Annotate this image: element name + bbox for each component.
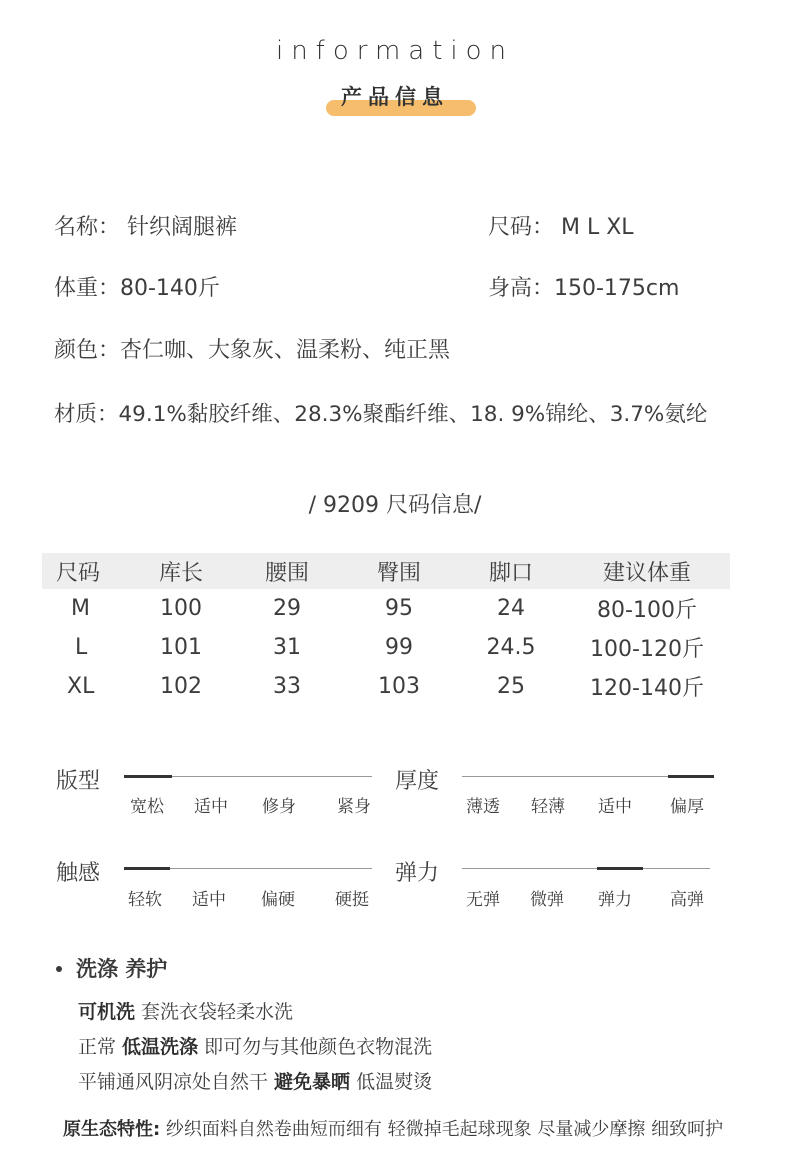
table-cell: 120-140斤 [590,676,704,701]
scale-thickness-label: 薄透 [466,797,500,817]
scale-fit-label: 适中 [194,797,228,817]
table-cell: 95 [385,596,413,621]
scale-touch-label: 轻软 [128,890,162,910]
scale-thickness-label: 轻薄 [531,797,565,817]
scale-thickness-label: 偏厚 [670,797,704,817]
care-text: 正常 [78,1036,123,1058]
table-cell: 99 [385,635,413,660]
scale-elasticity-title: 弹力 [395,861,440,886]
table-cell: 29 [273,596,301,621]
table-row [42,589,730,628]
size-table [42,553,730,706]
scale-elasticity-label: 弹力 [598,890,632,910]
care-line-2 [78,1032,432,1059]
scale-touch-label: 适中 [192,890,226,910]
size-table-header [42,553,730,589]
table-cell: 25 [497,674,525,699]
table-cell: 24.5 [486,635,536,660]
scale-fit-label: 修身 [262,797,296,817]
table-cell: 103 [378,674,420,699]
header-cell: 臀围 [340,553,458,589]
care-emphasis: 避免暴晒 [274,1071,351,1093]
header-cell: 脚口 [458,553,564,589]
care-line-1 [78,997,293,1024]
care-emphasis: 低温洗涤 [122,1036,199,1058]
info-size: 尺码： M L XL [488,215,634,240]
care-title: 洗涤 养护 [76,957,168,981]
info-weight: 体重：80-140斤 [54,276,220,301]
scale-thickness-title: 厚度 [395,769,440,794]
care-text: 低温熨烫 [350,1071,433,1093]
scale-touch-title: 触感 [56,861,101,886]
scale-elasticity-indicator [597,867,643,870]
table-cell: 100-120斤 [590,637,704,662]
scale-elasticity-track [462,868,710,869]
scale-fit-title: 版型 [56,769,101,794]
scale-elasticity-label: 高弹 [670,890,704,910]
table-row [42,628,730,667]
scale-thickness-indicator [668,775,714,778]
care-text: 套洗衣袋轻柔水洗 [135,1001,294,1023]
table-cell: 101 [160,635,202,660]
scale-fit-label: 宽松 [130,797,164,817]
table-row [42,667,730,706]
table-cell: XL [67,674,95,699]
scale-elasticity-label: 无弹 [466,890,500,910]
table-cell: 31 [273,635,301,660]
table-cell: 100 [160,596,202,621]
scale-touch-label: 偏硬 [261,890,295,910]
scale-fit-indicator [124,775,172,778]
info-color: 颜色：杏仁咖、大象灰、温柔粉、纯正黑 [54,338,451,363]
info-height: 身高：150-175cm [488,276,680,301]
table-cell: 102 [160,674,202,699]
scale-touch-indicator [124,867,170,870]
note-text: 纱织面料自然卷曲短而细有 轻微掉毛起球现象 尽量减少摩擦 细致呵护 [160,1119,724,1140]
title-english: information [275,36,515,66]
care-emphasis: 可机洗 [78,1001,136,1023]
table-cell: 80-100斤 [597,598,697,623]
fabric-note [63,1115,723,1141]
note-label: 原生态特性: [63,1119,161,1140]
header-cell: 腰围 [234,553,340,589]
table-cell: 24 [497,596,525,621]
size-chart-heading: / 9209 尺码信息/ [308,493,482,518]
info-material: 材质：49.1%黏胶纤维、28.3%聚酯纤维、18. 9%锦纶、3.7%氨纶 [54,402,708,427]
info-name: 名称： 针织阔腿裤 [54,215,237,240]
care-line-3 [78,1067,432,1094]
care-text: 平铺通风阴凉处自然干 [78,1071,275,1093]
table-cell: L [75,635,88,660]
care-text: 即可勿与其他颜色衣物混洗 [198,1036,433,1058]
bullet-icon [56,966,62,972]
table-cell: M [71,596,90,621]
header-cell: 库长 [128,553,234,589]
header-cell: 建议体重 [564,553,730,589]
header-cell: 尺码 [42,553,128,589]
scale-touch-label: 硬挺 [335,890,369,910]
scale-fit-label: 紧身 [337,797,371,817]
scale-elasticity-label: 微弹 [530,890,564,910]
scale-thickness-label: 适中 [598,797,632,817]
table-cell: 33 [273,674,301,699]
title-chinese: 产品信息 [341,85,449,109]
